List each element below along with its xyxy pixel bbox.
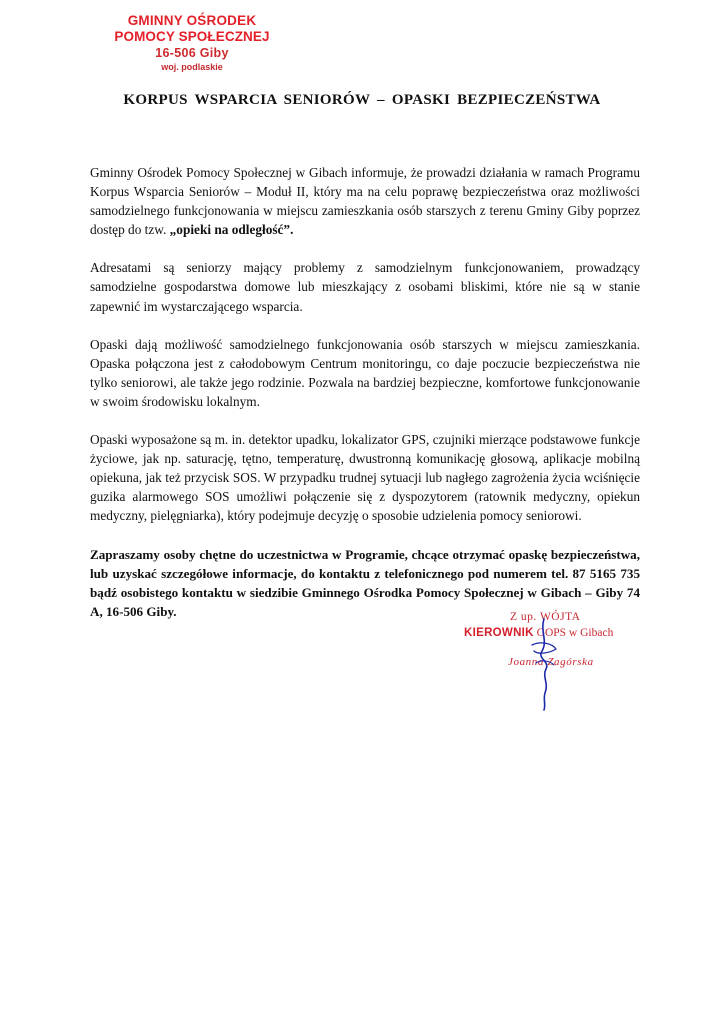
- institution-stamp: [96, 14, 288, 72]
- paragraph-intro: [90, 163, 640, 239]
- document-title: KORPUS WSPARCIA SENIORÓW – OPASKI BEZPIECZEŃSTWA: [123, 92, 601, 108]
- stamp-line-3: 16-506 Giby: [155, 46, 229, 60]
- paragraph-invitation: Zapraszamy osoby chętne do uczestnictwa w Programie, chcące otrzymać opaskę bezpieczeństwa, lub uzyskać szczegółowe informacje, do kontaktu z telefonicznego pod numerem tel. 87 5165 735 bądź osobistego kontaktu w siedzibie Gminnego Ośrodka Pomocy Społecznej w Gibach – Giby 74 A, 16-506 Giby.: [90, 546, 640, 619]
- paragraph-features: Opaski wyposażone są m. in. detektor upadku, lokalizator GPS, czujniki mierzące podstawowe funkcje życiowe, jak np. saturację, tętno, temperaturę, dwustronną komunikację głosową, aplikacje mobilną opiekuna, jak też przycisk SOS. W przypadku trudnej sytuacji lub nagłego zagrożenia życia wciśnięcie guzika alarmowego SOS umożliwi połączenie się z dyspozytorem (ratownik medyczny, opiekun medyczny, pielęgniarka), który podejmuje decyzję o sposobie udzielenia pomocy seniorowi.: [90, 432, 640, 524]
- stamp-line-2: POMOCY SPOŁECZNEJ: [114, 28, 270, 44]
- stamp-line-1: GMINNY OŚRODEK: [127, 13, 257, 28]
- signature-line-1: Z up. WÓJTA: [510, 611, 581, 623]
- paragraph-recipients: Adresatami są seniorzy mający problemy z samodzielnym funkcjonowaniem, prowadzący samodzielne gospodarstwa domowe lub mieszkający z osobami bliskimi, które nie są w stanie zapewnić im wystarczającego wsparcia.: [90, 260, 640, 314]
- signature-unit: GOPS w Gibach: [533, 627, 614, 639]
- handwritten-signature-icon: [522, 611, 562, 711]
- paragraph-intro-text: Gminny Ośrodek Pomocy Społecznej w Gibach informuje, że prowadzi działania w ramach Programu Korpus Wsparcia Seniorów – Moduł II, który ma na celu poprawę bezpieczeństwa oraz możliwości samodzielnego funkcjonowania w miejscu zamieszkania osób starszych z terenu Gminy Giby poprzez dostęp do tzw.: [90, 165, 640, 238]
- paragraph-benefits: Opaski dają możliwość samodzielnego funkcjonowania osób starszych w miejscu zamieszkania. Opaska połączona jest z całodobowym Centrum monitoringu, co daje poczucie bezpieczeństwa nie tylko seniorowi, ale także jego rodzinie. Pozwala na bardziej bezpieczne, komfortowe funkcjonowanie w swoim środowisku lokalnym.: [90, 336, 640, 409]
- signature-name: Joanna Zagórska: [508, 656, 594, 668]
- paragraph-intro-emphasis: „opieki na odległość”.: [169, 222, 294, 238]
- signature-stamp: [462, 611, 632, 711]
- stamp-line-4: woj. podlaskie: [161, 61, 223, 72]
- document-body: [90, 163, 640, 640]
- signature-role: KIEROWNIK: [464, 627, 534, 639]
